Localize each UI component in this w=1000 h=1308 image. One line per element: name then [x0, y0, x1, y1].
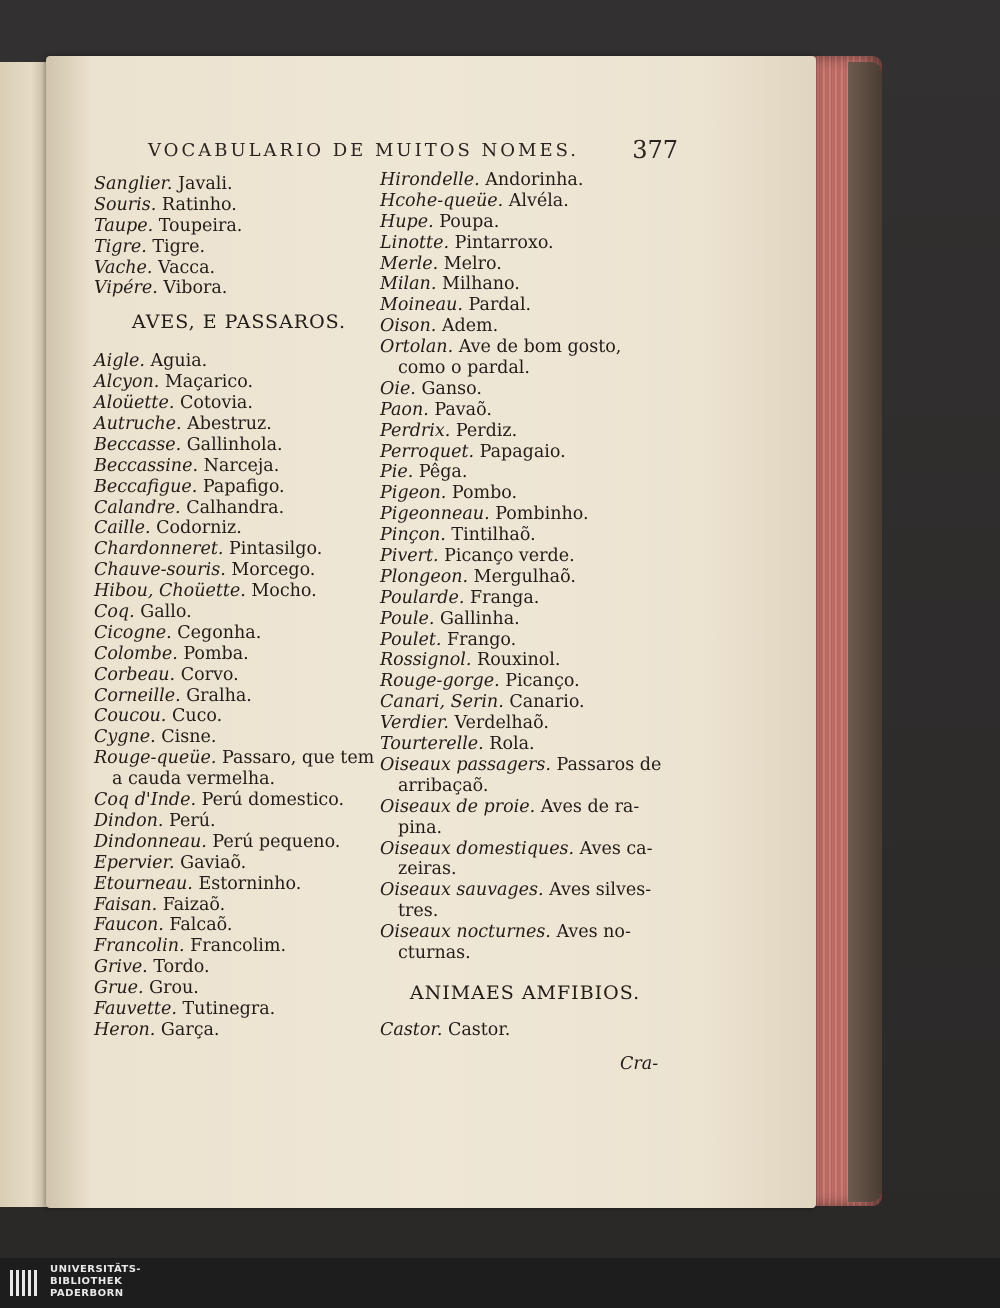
french-term: Grive.	[94, 957, 148, 978]
portuguese-term: Faizaõ.	[157, 894, 226, 915]
french-term: Hirondelle.	[380, 170, 480, 190]
vocab-entry	[94, 915, 384, 936]
portuguese-term: Francolim.	[184, 936, 287, 957]
portuguese-term: Gallo.	[134, 602, 192, 623]
portuguese-term: Calhandra.	[180, 497, 285, 518]
vocab-entry	[94, 393, 384, 414]
portuguese-term: Perú domestico.	[196, 790, 345, 811]
vocab-entry	[94, 602, 384, 623]
french-term: Oiseaux passagers.	[380, 754, 551, 775]
vocab-entry	[94, 216, 384, 237]
vocab-entry	[94, 498, 384, 519]
portuguese-term: Tigre.	[146, 236, 206, 257]
vocab-entry	[94, 936, 384, 957]
french-term: Poulet.	[380, 629, 442, 650]
french-term: Cicogne.	[94, 622, 172, 643]
vocab-entry	[380, 797, 670, 818]
portuguese-term: Aves ca-	[574, 838, 653, 859]
french-term: Coucou.	[94, 706, 167, 727]
vocab-entry	[94, 895, 384, 916]
french-term: Beccasse.	[94, 434, 182, 455]
vocab-entry	[94, 372, 384, 393]
running-title: VOCABULARIO DE MUITOS NOMES.	[148, 140, 580, 161]
portuguese-term: Garça.	[155, 1019, 220, 1040]
portuguese-term: Passaro, que tem	[216, 748, 375, 769]
vocab-entry	[380, 421, 670, 442]
vocab-entry	[380, 609, 670, 630]
french-term: Paon.	[380, 399, 429, 420]
french-term: Pigeonneau.	[380, 504, 490, 525]
portuguese-term: Milhano.	[436, 274, 520, 295]
portuguese-term: Gralha.	[180, 685, 252, 706]
portuguese-term: Tutinegra.	[176, 998, 276, 1019]
vocab-entry	[380, 379, 670, 400]
vocab-entry	[380, 880, 670, 901]
portuguese-term: Pêga.	[413, 462, 468, 483]
portuguese-term: Narceja.	[198, 455, 280, 476]
portuguese-term: Toupeira.	[153, 215, 243, 236]
right-entries	[380, 170, 670, 964]
book-cover-edge	[848, 62, 882, 1202]
vocab-entry	[380, 274, 670, 295]
french-term: Alcyon.	[94, 372, 160, 393]
vocab-entry	[94, 811, 384, 832]
portuguese-term: Ratinho.	[156, 194, 237, 215]
portuguese-term: Ganso.	[415, 378, 482, 399]
portuguese-term: Ave de bom gosto,	[453, 337, 622, 358]
vocab-entry-continuation: cturnas.	[398, 942, 471, 963]
portuguese-term: Perú.	[163, 810, 216, 831]
portuguese-term: Tordo.	[147, 957, 210, 978]
portuguese-term: Pintasilgo.	[223, 539, 323, 560]
french-term: Oiseaux sauvages.	[380, 880, 544, 901]
vocab-entry	[380, 922, 670, 943]
logo-line-3: PADERBORN	[50, 1288, 124, 1299]
vocab-entry	[94, 477, 384, 498]
french-term: Aigle.	[94, 351, 145, 372]
vocab-entry	[380, 483, 670, 504]
vocab-entry	[380, 462, 670, 483]
vocab-entry	[380, 337, 670, 358]
vocab-entry	[380, 588, 670, 609]
french-term: Colombe.	[94, 643, 178, 664]
french-term: Perroquet.	[380, 441, 475, 462]
french-term: Merle.	[380, 253, 439, 274]
vocab-entry	[94, 581, 384, 602]
french-term: Aloüette.	[94, 393, 175, 414]
french-term: Coq.	[94, 602, 135, 623]
vocab-entry	[94, 978, 384, 999]
french-term: Cygne.	[94, 727, 156, 748]
french-term: Fauvette.	[94, 998, 177, 1019]
vocab-entry	[380, 755, 670, 776]
vocab-entry	[380, 442, 670, 463]
portuguese-term: Grou.	[143, 978, 199, 999]
french-term: Milan.	[380, 274, 437, 295]
french-term: Pie.	[380, 462, 414, 483]
portuguese-term: Picanço verde.	[438, 546, 575, 567]
french-term: Moineau.	[380, 295, 463, 316]
french-term: Oiseaux nocturnes.	[380, 922, 551, 943]
page-number: 377	[632, 136, 678, 164]
vocab-entry	[94, 174, 384, 195]
catchword: Cra-	[620, 1054, 659, 1074]
french-term: Heron.	[94, 1019, 156, 1040]
portuguese-term: Poupa.	[433, 211, 500, 232]
french-term: Verdier.	[380, 713, 449, 734]
french-term: Pinçon.	[380, 525, 446, 546]
vocab-entry	[94, 195, 384, 216]
portuguese-term: Aguia.	[144, 351, 208, 372]
portuguese-term: Gallinhola.	[181, 434, 283, 455]
french-term: Linotte.	[380, 232, 450, 253]
vocab-entry	[94, 727, 384, 748]
french-term: Coq d'Inde.	[94, 790, 197, 811]
running-header	[148, 136, 678, 164]
vocab-entry	[380, 692, 670, 713]
portuguese-term: Picanço.	[499, 671, 580, 692]
french-term: Pivert.	[380, 546, 439, 567]
facing-page-edge	[0, 62, 52, 1207]
portuguese-term: Pombinho.	[489, 504, 589, 525]
vocab-entry-continuation: arribaçaõ.	[398, 775, 489, 796]
portuguese-term: Aves de ra-	[535, 796, 640, 817]
french-term: Tourterelle.	[380, 734, 484, 755]
logo-line-1: UNIVERSITÄTS-	[50, 1264, 142, 1275]
french-term: Vipére.	[94, 278, 158, 299]
vocab-entry	[380, 567, 670, 588]
french-term: Oie.	[380, 378, 416, 399]
vocab-entry	[94, 237, 384, 258]
french-term: Souris.	[94, 194, 157, 215]
vocab-entry	[380, 630, 670, 651]
vocab-entry	[94, 686, 384, 707]
french-term: Chauve-souris.	[94, 560, 226, 581]
french-term: Tigre.	[94, 236, 147, 257]
vocab-entry	[94, 623, 384, 644]
french-term: Etourneau.	[94, 873, 193, 894]
vocab-entry	[94, 278, 384, 299]
portuguese-term: Cegonha.	[171, 622, 262, 643]
french-term: Rouge-gorge.	[380, 671, 500, 692]
vocab-entry	[380, 650, 670, 671]
vocab-entry	[380, 504, 670, 525]
portuguese-term: Falcaõ.	[163, 915, 233, 936]
portuguese-term: Pomba.	[177, 643, 249, 664]
vocab-entry	[380, 254, 670, 275]
portuguese-term: Mocho.	[245, 581, 317, 602]
vocab-entry	[94, 456, 384, 477]
vocab-entry	[94, 706, 384, 727]
vocab-entry	[380, 525, 670, 546]
vocab-entry	[94, 258, 384, 279]
vocab-entry	[94, 874, 384, 895]
french-term: Corbeau.	[94, 664, 176, 685]
french-term: Oiseaux de proie.	[380, 796, 536, 817]
vocab-entry	[380, 316, 670, 337]
french-term: Beccafigue.	[94, 476, 198, 497]
french-term: Taupe.	[94, 215, 154, 236]
portuguese-term: Gallinha.	[434, 608, 520, 629]
portuguese-term: Vibora.	[157, 278, 228, 299]
vocab-entry	[380, 546, 670, 567]
french-term: Vache.	[94, 257, 153, 278]
portuguese-term: Pombo.	[446, 483, 518, 504]
french-term: Rouge-queüe.	[94, 748, 217, 769]
portuguese-term: Estorninho.	[192, 873, 302, 894]
vocab-entry	[380, 191, 670, 212]
vocab-entry	[380, 713, 670, 734]
vocab-entry	[380, 212, 670, 233]
vocab-entry	[380, 1020, 670, 1041]
portuguese-term: Pintarroxo.	[449, 232, 554, 253]
vocab-entry-continuation: como o pardal.	[398, 358, 530, 379]
vocab-entry	[380, 839, 670, 860]
vocab-entry	[94, 560, 384, 581]
vocab-entry	[94, 644, 384, 665]
vocab-entry-continuation: a cauda vermelha.	[112, 769, 276, 790]
french-term: Dindon.	[94, 810, 164, 831]
french-term: Rossignol.	[380, 650, 472, 671]
vocab-entry	[94, 518, 384, 539]
left-entries	[94, 351, 384, 1040]
french-term: Epervier.	[94, 852, 175, 873]
library-footer	[0, 1258, 1000, 1308]
portuguese-term: Rouxinol.	[471, 650, 561, 671]
portuguese-term: Papafigo.	[197, 476, 285, 497]
section-heading-aves: AVES, E PASSAROS.	[131, 311, 347, 334]
french-term: Beccassine.	[94, 455, 199, 476]
french-term: Hibou, Choüette.	[94, 581, 246, 602]
french-term: Caille.	[94, 518, 151, 539]
french-term: Autruche.	[94, 414, 182, 435]
vocab-entry	[94, 351, 384, 372]
french-term: Dindonneau.	[94, 831, 207, 852]
french-term: Castor.	[380, 1019, 443, 1040]
portuguese-term: Tintilhaõ.	[445, 525, 536, 546]
right-column	[380, 170, 670, 1041]
portuguese-term: Melro.	[438, 253, 502, 274]
french-term: Oison.	[380, 316, 437, 337]
left-column	[94, 174, 384, 1041]
vocab-entry	[94, 957, 384, 978]
vocab-entry	[380, 671, 670, 692]
french-term: Grue.	[94, 978, 144, 999]
french-term: Canari, Serin.	[380, 692, 504, 713]
vocab-entry-continuation: zeiras.	[398, 859, 457, 880]
portuguese-term: Frango.	[441, 629, 517, 650]
vocab-entry	[380, 400, 670, 421]
french-term: Oiseaux domestiques.	[380, 838, 575, 859]
portuguese-term: Aves silves-	[543, 880, 652, 901]
left-top-entries	[94, 174, 384, 299]
vocab-entry	[94, 1020, 384, 1041]
vocab-entry	[94, 832, 384, 853]
logo-line-2: BIBLIOTHEK	[50, 1276, 123, 1287]
vocab-entry	[94, 790, 384, 811]
french-term: Poularde.	[380, 587, 465, 608]
vocab-entry	[380, 170, 670, 191]
portuguese-term: Rola.	[483, 734, 535, 755]
portuguese-term: Adem.	[436, 316, 499, 337]
vocab-entry	[94, 853, 384, 874]
vocab-entry	[94, 539, 384, 560]
vocab-entry	[94, 999, 384, 1020]
french-term: Plongeon.	[380, 566, 469, 587]
library-logo-icon	[8, 1266, 42, 1300]
portuguese-term: Cuco.	[166, 706, 223, 727]
french-term: Hcohe-queüe.	[380, 190, 504, 211]
french-term: Sanglier.	[94, 174, 173, 194]
vocab-entry	[94, 435, 384, 456]
portuguese-term: Franga.	[464, 587, 540, 608]
vocab-entry-continuation: tres.	[398, 901, 439, 922]
portuguese-term: Papagaio.	[474, 441, 566, 462]
portuguese-term: Aves no-	[550, 922, 631, 943]
french-term: Poule.	[380, 608, 435, 629]
portuguese-term: Pavaõ.	[428, 399, 492, 420]
portuguese-term: Verdelhaõ.	[448, 713, 549, 734]
portuguese-term: Cotovia.	[174, 393, 253, 414]
french-term: Pigeon.	[380, 483, 447, 504]
portuguese-term: Cisne.	[155, 727, 217, 748]
portuguese-term: Morcego.	[225, 560, 316, 581]
portuguese-term: Castor.	[442, 1019, 511, 1040]
vocab-entry-continuation: pina.	[398, 817, 443, 838]
french-term: Calandre.	[94, 497, 181, 518]
vocab-entry	[380, 233, 670, 254]
vocab-entry	[94, 748, 384, 769]
french-term: Faucon.	[94, 915, 164, 936]
vocab-entry	[380, 734, 670, 755]
portuguese-term: Maçarico.	[159, 372, 254, 393]
french-term: Ortolan.	[380, 337, 454, 358]
french-term: Chardonneret.	[94, 539, 224, 560]
portuguese-term: Mergulhaõ.	[468, 566, 576, 587]
portuguese-term: Passaros de	[550, 754, 662, 775]
vocab-entry	[380, 295, 670, 316]
portuguese-term: Andorinha.	[479, 170, 584, 190]
portuguese-term: Abestruz.	[181, 414, 272, 435]
portuguese-term: Codorniz.	[150, 518, 242, 539]
section-heading-amfibios: ANIMAES AMFIBIOS.	[409, 981, 641, 1004]
portuguese-term: Perú pequeno.	[206, 831, 341, 852]
french-term: Hupe.	[380, 211, 434, 232]
french-term: Faisan.	[94, 894, 158, 915]
portuguese-term: Javali.	[172, 174, 233, 194]
french-term: Francolin.	[94, 936, 185, 957]
right-bottom-entries	[380, 1020, 670, 1041]
portuguese-term: Perdiz.	[450, 420, 518, 441]
library-logo-text	[50, 1264, 141, 1300]
portuguese-term: Alvéla.	[503, 190, 569, 211]
french-term: Perdrix.	[380, 420, 451, 441]
portuguese-term: Canario.	[503, 692, 585, 713]
portuguese-term: Corvo.	[175, 664, 239, 685]
portuguese-term: Vacca.	[152, 257, 216, 278]
french-term: Corneille.	[94, 685, 181, 706]
portuguese-term: Pardal.	[462, 295, 532, 316]
vocab-entry	[94, 665, 384, 686]
portuguese-term: Gaviaõ.	[174, 852, 247, 873]
vocab-entry	[94, 414, 384, 435]
